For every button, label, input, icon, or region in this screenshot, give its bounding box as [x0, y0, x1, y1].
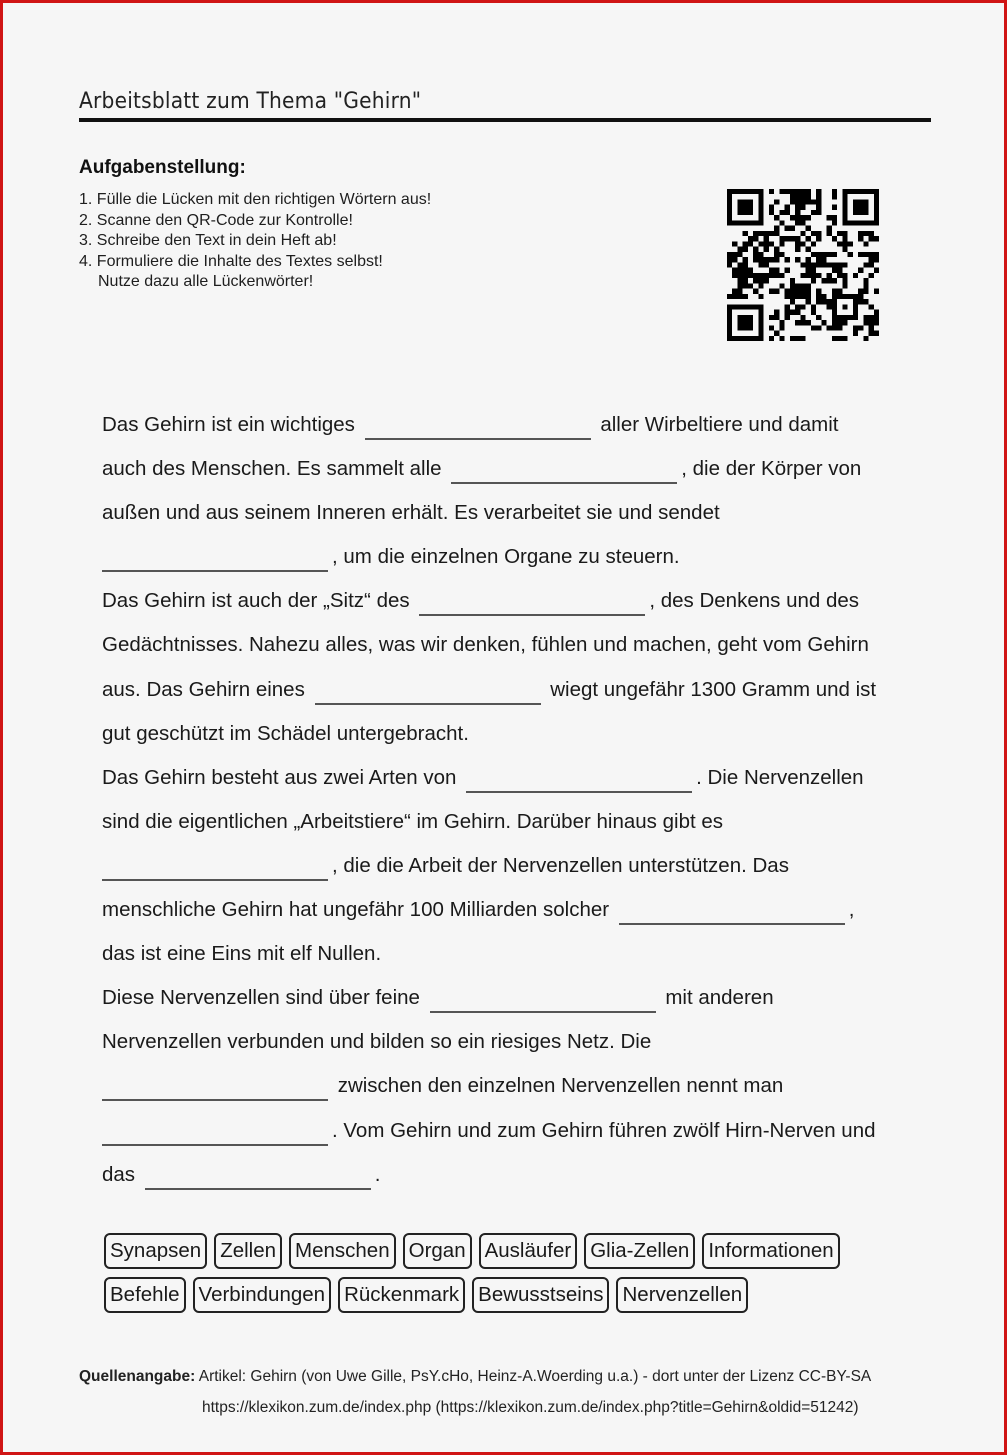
- task-item: 3. Schreibe den Text in dein Heft ab!: [79, 232, 337, 250]
- task-item: 4. Formuliere die Inhalte des Textes selbst!: [79, 252, 383, 270]
- text-line: [102, 1153, 922, 1197]
- text-line: [102, 579, 922, 623]
- cloze-text: [102, 403, 922, 1197]
- text-fragment: Diese Nervenzellen sind über feine: [102, 986, 426, 1010]
- blank-field[interactable]: [365, 414, 591, 440]
- text-fragment: ,: [848, 898, 855, 922]
- text-line: [102, 1109, 922, 1153]
- text-fragment: außen und aus seinem Inneren erhält. Es verarbeitet sie und sendet: [102, 501, 720, 525]
- blank-field[interactable]: [419, 590, 645, 616]
- word-bank-row: [104, 1277, 904, 1313]
- word-bank: [104, 1233, 904, 1321]
- text-fragment: auch des Menschen. Es sammelt alle: [102, 457, 448, 481]
- text-fragment: Nervenzellen verbunden und bilden so ein riesiges Netz. Die: [102, 1030, 652, 1054]
- blank-field[interactable]: [102, 1120, 328, 1146]
- qr-code-icon[interactable]: [727, 189, 879, 341]
- word-chip: Nervenzellen: [616, 1277, 748, 1313]
- text-fragment: Gedächtnisses. Nahezu alles, was wir denken, fühlen und machen, geht vom Gehirn: [102, 633, 869, 657]
- word-chip: Verbindungen: [193, 1277, 332, 1313]
- blank-field[interactable]: [102, 1075, 328, 1101]
- source-label: Quellenangabe:: [79, 1368, 196, 1385]
- task-item: 1. Fülle die Lücken mit den richtigen Wörtern aus!: [79, 191, 432, 208]
- blank-field[interactable]: [102, 546, 328, 572]
- text-fragment: Das Gehirn besteht aus zwei Arten von: [102, 765, 463, 789]
- text-fragment: . Die Nervenzellen: [696, 765, 864, 789]
- word-chip: Synapsen: [104, 1233, 207, 1269]
- text-line: [102, 1020, 922, 1064]
- word-chip: Menschen: [289, 1233, 396, 1269]
- blank-field[interactable]: [315, 679, 541, 705]
- text-line: [102, 668, 922, 712]
- task-list: [79, 190, 431, 293]
- text-fragment: , die die Arbeit der Nervenzellen unterstützen. Das: [332, 853, 789, 877]
- blank-field[interactable]: [102, 855, 328, 881]
- page-title: Arbeitsblatt zum Thema "Gehirn": [79, 89, 422, 114]
- text-line: [102, 623, 922, 667]
- text-fragment: wiegt ungefähr 1300 Gramm und ist: [544, 677, 877, 701]
- text-line: [102, 976, 922, 1020]
- text-fragment: zwischen den einzelnen Nervenzellen nennt man: [332, 1074, 784, 1098]
- text-line: [102, 932, 922, 976]
- task-item: 2. Scanne den QR-Code zur Kontrolle!: [79, 211, 353, 229]
- text-line: [102, 888, 922, 932]
- text-line: [102, 447, 922, 491]
- text-fragment: , um die einzelnen Organe zu steuern.: [332, 545, 680, 569]
- blank-field[interactable]: [145, 1164, 371, 1190]
- task-heading: Aufgabenstellung:: [79, 157, 246, 178]
- text-fragment: aller Wirbeltiere und damit: [594, 413, 839, 436]
- blank-field[interactable]: [619, 899, 845, 925]
- text-fragment: . Vom Gehirn und zum Gehirn führen zwölf Hirn-Nerven und: [332, 1118, 876, 1142]
- word-bank-row: [104, 1233, 904, 1269]
- text-fragment: menschliche Gehirn hat ungefähr 100 Milliarden solcher: [102, 898, 615, 922]
- text-line: [102, 1064, 922, 1108]
- word-chip: Informationen: [702, 1233, 839, 1269]
- source-citation: [79, 1368, 871, 1386]
- task-item: Nutze dazu alle Lückenwörter!: [98, 273, 314, 291]
- word-chip: Rückenmark: [338, 1277, 465, 1313]
- word-chip: Bewusstseins: [472, 1277, 609, 1313]
- blank-field[interactable]: [451, 458, 677, 484]
- text-fragment: sind die eigentlichen „Arbeitstiere“ im Gehirn. Darüber hinaus gibt es: [102, 809, 724, 833]
- word-chip: Befehle: [104, 1277, 186, 1313]
- text-fragment: Das Gehirn ist auch der „Sitz“ des: [102, 589, 416, 613]
- text-fragment: Das Gehirn ist ein wichtiges: [102, 413, 361, 436]
- text-fragment: das: [102, 1162, 141, 1186]
- title-divider: [79, 118, 931, 122]
- source-text: Artikel: Gehirn (von Uwe Gille, PsY.cHo, Heinz-A.Woerding u.a.) - dort unter der Lizenz CC-BY-SA: [195, 1368, 872, 1385]
- text-line: [102, 403, 922, 447]
- text-fragment: , die der Körper von: [681, 457, 862, 481]
- text-line: [102, 491, 922, 535]
- text-fragment: aus. Das Gehirn eines: [102, 677, 311, 701]
- text-line: [102, 844, 922, 888]
- word-chip: Organ: [403, 1233, 472, 1269]
- text-fragment: mit anderen: [659, 986, 774, 1010]
- text-line: [102, 756, 922, 800]
- source-url: https://klexikon.zum.de/index.php (https://klexikon.zum.de/index.php?title=Gehirn&oldid=51242): [202, 1399, 859, 1416]
- text-fragment: , des Denkens und des: [649, 589, 860, 613]
- word-chip: Glia-Zellen: [584, 1233, 695, 1269]
- word-chip: Zellen: [214, 1233, 282, 1269]
- text-fragment: .: [374, 1162, 381, 1186]
- text-line: [102, 535, 922, 579]
- text-fragment: gut geschützt im Schädel untergebracht.: [102, 721, 469, 745]
- text-fragment: das ist eine Eins mit elf Nullen.: [102, 942, 382, 966]
- blank-field[interactable]: [466, 767, 692, 793]
- text-line: [102, 800, 922, 844]
- text-line: [102, 712, 922, 756]
- blank-field[interactable]: [430, 987, 656, 1013]
- word-chip: Ausläufer: [479, 1233, 578, 1269]
